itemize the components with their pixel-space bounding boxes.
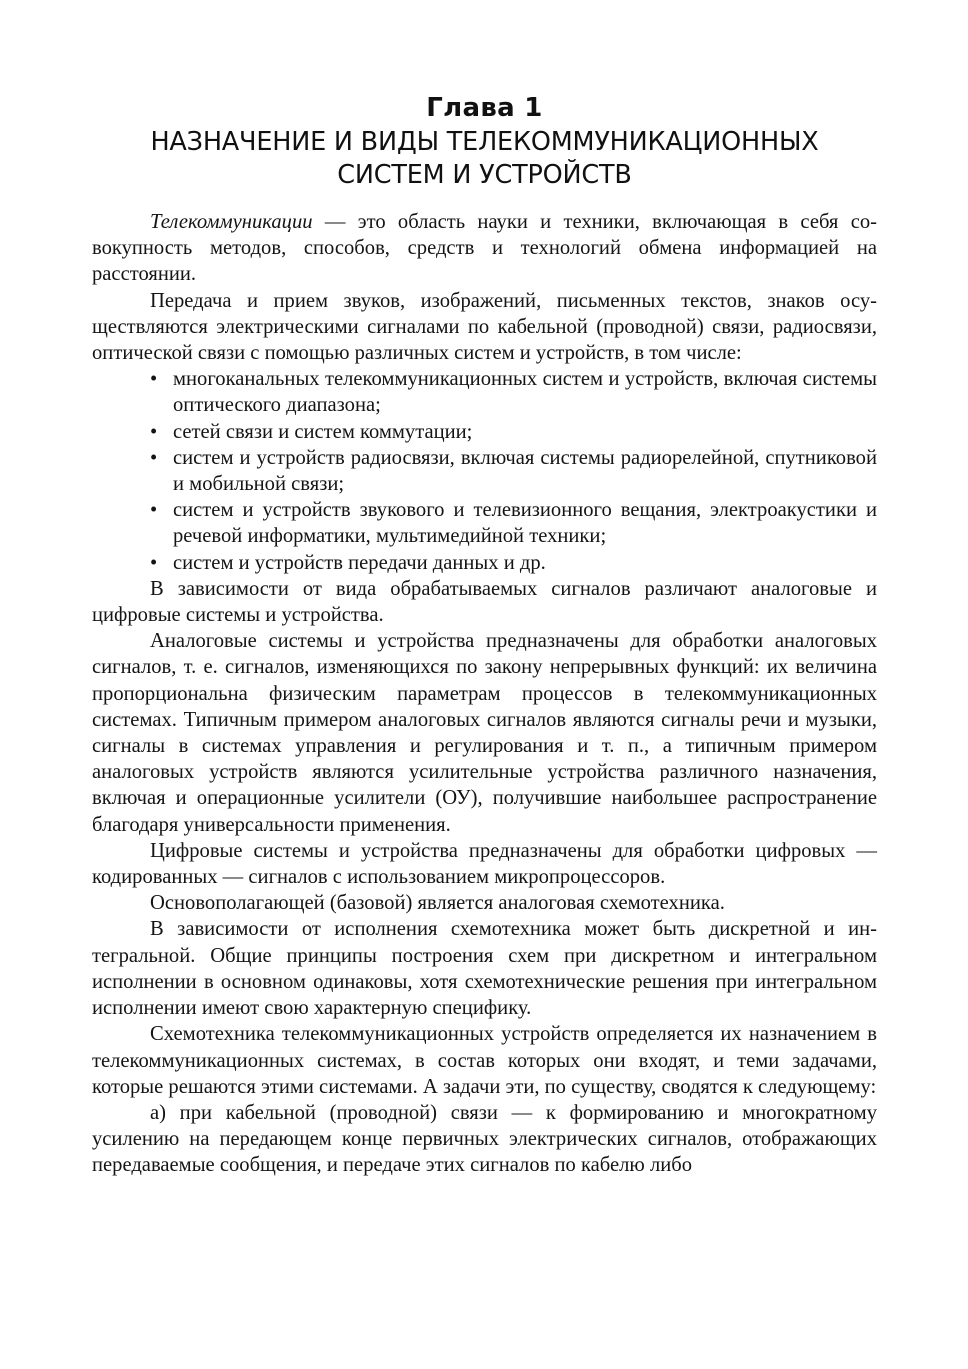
paragraph-base-circuitry: Основополагающей (базовой) является аналоговая схемотехника. — [150, 892, 725, 915]
list-item — [92, 497, 877, 549]
list-item-text: сетей связи и систем коммутации; — [173, 420, 473, 443]
defined-term: Телекоммуникации — [150, 211, 313, 233]
systems-list — [92, 366, 877, 576]
bullet-icon: • — [150, 446, 158, 469]
bullet-icon: • — [150, 499, 158, 522]
paragraph-digital-systems: Цифровые системы и устройства предназначены для обработки цифровых — кодированных — сигналов с использованием микропроцессоров. — [92, 839, 877, 889]
document-page — [92, 92, 877, 1179]
paragraph-definition — [92, 209, 877, 288]
definition-text: — это область науки и техники, включающая в себя совокупность методов, способов, средств и технологий обмена информацией на расстоянии. — [92, 211, 877, 286]
chapter-label: Глава 1 — [426, 93, 543, 123]
bullet-icon: • — [150, 551, 158, 574]
paragraph-transmission: Передача и прием звуков, изображений, письменных текстов, знаков осуществляются электрическими сигналами по кабельной (проводной) связи, радиосвязи, оптической связи с помощью различных систем и устройств, в том числе: — [92, 289, 877, 365]
chapter-title-line-2: СИСТЕМ И УСТРОЙСТВ — [337, 160, 632, 190]
list-item — [92, 550, 877, 576]
list-item — [92, 419, 877, 445]
paragraph-implementation: В зависимости от исполнения схемотехника может быть дискретной и интегральной. Общие принципы построения схем при дискретном и интегральном исполнении в основном одинаковы, хотя схемотехнические решения при интегральном исполнении имеют свою характерную специфику. — [92, 918, 877, 1020]
list-item-text: систем и устройств радиосвязи, включая системы радиорелейной, спутниковой и мобильной связи; — [173, 446, 877, 496]
paragraph-tasks: Схемотехника телекоммуникационных устройств определяется их назначением в телекоммуникационных системах, в состав которых они входят, и теми задачами, которые решаются этими системами. А задачи эти, по существу, сводятся к следующему: — [92, 1023, 877, 1098]
list-item-text: систем и устройств передачи данных и др. — [173, 551, 546, 574]
list-item-text: систем и устройств звукового и телевизионного вещания, электроакустики и речевой информатики, мультимедийной техники; — [173, 499, 877, 548]
chapter-title-line-1: НАЗНАЧЕНИЕ И ВИДЫ ТЕЛЕКОММУНИКАЦИОННЫХ — [150, 127, 819, 157]
paragraph-cable-communication: а) при кабельной (проводной) связи — к формированию и многократному усилению на передающем конце первичных электрических сигналов, отображающих передаваемые сообщения, и передаче этих сигналов по кабелю либо — [92, 1101, 877, 1177]
list-item — [92, 366, 877, 418]
chapter-title — [92, 126, 877, 192]
paragraph-analog-systems: Аналоговые системы и устройства предназначены для обработки аналоговых сигналов, т. е. сигналов, изменяющихся по закону непрерывных функций: их величина пропорциональна физическим параметрам процессов в телекоммуникационных системах. Типичным примером аналоговых сигналов являются сигналы речи и музыки, сигналы в системах управления и регулирования и т. п., а типичным примером аналоговых устройств являются усилительные устройства различного назначения, включая и операционные усилители (ОУ), получившие наибольшее распространение благодаря универсальности применения. — [92, 630, 877, 836]
bullet-icon: • — [150, 368, 158, 391]
list-item-text: многоканальных телекоммуникационных систем и устройств, включая системы оптического диапазона; — [173, 368, 877, 417]
chapter-body — [92, 209, 877, 1179]
list-item — [92, 445, 877, 497]
paragraph-signal-types: В зависимости от вида обрабатываемых сигналов различают аналоговые и цифровые системы и устройства. — [92, 577, 877, 627]
bullet-icon: • — [150, 420, 158, 443]
